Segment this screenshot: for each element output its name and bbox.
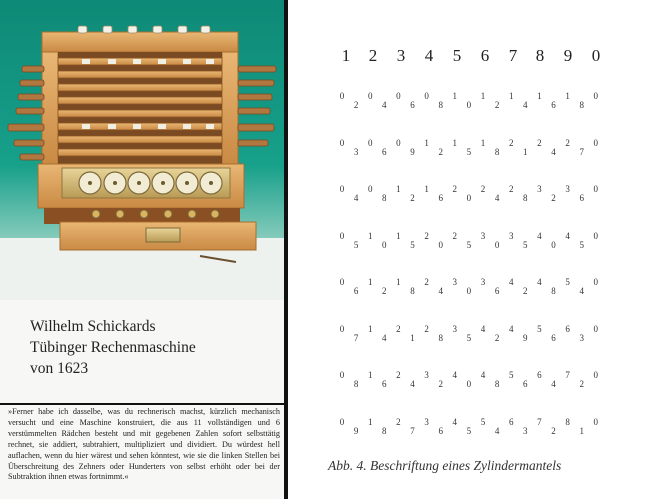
digit-cell: 2	[396, 323, 401, 334]
digit-cell: 0	[339, 370, 345, 380]
digit-cell: 9	[523, 332, 528, 343]
digit-cell: 2	[424, 323, 429, 334]
digit-cell: 0	[424, 91, 429, 101]
left-page	[0, 0, 284, 499]
digit-cell: 4	[508, 277, 514, 287]
digit-cell: 7	[537, 416, 542, 427]
digit-cell: 2	[438, 146, 443, 157]
digit-cell: 0	[593, 370, 599, 380]
digit-cell: 1	[480, 137, 486, 148]
digit-cell: 3	[452, 277, 458, 287]
digit-cell: 2	[452, 184, 458, 194]
digit-cell: 4	[537, 277, 542, 287]
digit-cell: 4	[508, 323, 514, 334]
digit-cell: 5	[537, 323, 542, 334]
digit-cell: 4	[452, 416, 458, 427]
digit-cell: 4	[410, 379, 415, 389]
digit-cell: 3	[537, 184, 542, 194]
digit-cell: 2	[480, 184, 486, 194]
digit-cell: 4	[438, 286, 443, 296]
digit-cell: 0	[396, 91, 401, 101]
digit-cell: 1	[410, 332, 415, 343]
digit-cell: 0	[593, 416, 599, 427]
digit-cell: 0	[551, 239, 556, 250]
divider	[0, 403, 284, 405]
calculating-machine-illustration	[0, 0, 284, 300]
digit-cell: 4	[382, 332, 387, 343]
digit-cell: 0	[339, 184, 345, 194]
digit-cell: 5	[579, 239, 584, 250]
digit-cell: 4	[480, 370, 486, 380]
digit-cell: 4	[494, 193, 500, 203]
digit-cell: 8	[494, 146, 500, 157]
digit-cell: 8	[565, 416, 570, 427]
digit-cell: 0	[438, 239, 443, 250]
digit-cell: 9	[410, 146, 415, 157]
digit-cell: 2	[353, 100, 359, 110]
digit-cell: 0	[466, 286, 472, 296]
digit-cell: 6	[551, 100, 556, 110]
right-page	[288, 0, 650, 499]
digit-cell: 5	[353, 239, 359, 250]
digit-cell: 4	[579, 286, 584, 296]
caption-line: von 1623	[30, 360, 89, 377]
digit-cell: 2	[494, 100, 500, 110]
digit-cell: 4	[494, 425, 500, 436]
digit-cell: 0	[339, 137, 345, 148]
digit-cell: 8	[551, 286, 556, 296]
digit-cell: 2	[579, 379, 584, 389]
digit-cell: 3	[424, 370, 429, 380]
digit-cell: 0	[339, 230, 345, 241]
digit-cell: 3	[480, 230, 486, 241]
digit-cell: 4	[452, 370, 458, 380]
digit-cell: 8	[523, 193, 528, 203]
digit-cell: 3	[508, 230, 514, 241]
digit-cell: 5	[466, 332, 472, 343]
digit-cell: 6	[523, 379, 528, 389]
caption-line: Wilhelm Schickards	[30, 318, 156, 335]
digit-cell: 1	[367, 277, 373, 287]
digit-cell: 1	[367, 416, 373, 427]
digit-cell: 2	[452, 230, 458, 241]
digit-cell: 2	[565, 137, 570, 148]
digit-cell: 6	[382, 146, 387, 157]
digit-cell: 4	[551, 146, 556, 157]
digit-cell: 5	[466, 239, 472, 250]
column-header: 2	[368, 46, 378, 65]
digit-cell: 1	[452, 137, 458, 148]
digit-cell: 6	[494, 286, 500, 296]
digit-cell: 6	[438, 425, 443, 436]
digit-cell: 4	[353, 193, 359, 203]
digit-cell: 6	[410, 100, 415, 110]
digit-cell: 5	[480, 416, 486, 427]
digit-cell: 4	[565, 230, 570, 241]
digit-cell: 1	[367, 230, 373, 241]
digit-cell: 4	[551, 379, 556, 389]
digit-cell: 4	[480, 323, 486, 334]
digit-cell: 0	[382, 239, 387, 250]
digit-cell: 0	[593, 277, 599, 287]
digit-cell: 0	[466, 100, 472, 110]
digit-cell: 1	[480, 91, 486, 101]
digit-cell: 8	[353, 379, 359, 389]
digit-cell: 1	[396, 277, 401, 287]
digit-cell: 1	[537, 91, 542, 101]
digit-cell: 0	[339, 277, 345, 287]
digit-cell: 1	[452, 91, 458, 101]
digit-cell: 5	[508, 370, 514, 380]
digit-cell: 2	[396, 416, 401, 427]
column-header: 9	[563, 46, 573, 65]
digit-cell: 1	[523, 146, 528, 157]
digit-cell: 6	[537, 370, 542, 380]
digit-cell: 1	[396, 230, 401, 241]
digit-cell: 6	[353, 286, 359, 296]
digit-cell: 8	[438, 100, 443, 110]
digit-cell: 5	[466, 146, 472, 157]
digit-cell: 0	[593, 137, 599, 148]
digit-cell: 3	[424, 416, 429, 427]
digit-cell: 0	[466, 379, 472, 389]
photo-caption	[30, 316, 270, 379]
digit-cell: 6	[438, 193, 443, 203]
digit-cell: 2	[508, 184, 514, 194]
digit-cell: 0	[339, 323, 345, 334]
column-header: 7	[508, 46, 518, 65]
digit-cell: 0	[367, 91, 373, 101]
digit-cell: 8	[494, 379, 500, 389]
digit-cell: 0	[466, 193, 472, 203]
digit-cell: 0	[367, 137, 373, 148]
digit-cell: 2	[438, 379, 443, 389]
digit-cell: 4	[382, 100, 387, 110]
digit-cell: 1	[396, 184, 401, 194]
digit-cell: 2	[523, 286, 528, 296]
digit-cell: 6	[579, 193, 584, 203]
digit-cell: 9	[353, 425, 359, 436]
digit-cell: 1	[424, 184, 429, 194]
digit-cell: 3	[353, 146, 359, 157]
column-header: 1	[341, 46, 351, 65]
digit-cell: 2	[424, 230, 429, 241]
digit-cell: 1	[579, 425, 584, 436]
digit-cell: 0	[396, 137, 401, 148]
digit-cell: 3	[452, 323, 458, 334]
digit-cell: 7	[353, 332, 359, 343]
digit-cell: 4	[537, 230, 542, 241]
figure-caption: Abb. 4. Beschriftung eines Zylindermantels	[328, 458, 562, 473]
digit-cell: 8	[382, 425, 387, 436]
digit-cell: 2	[424, 277, 429, 287]
column-header: 8	[535, 46, 545, 65]
digit-cell: 2	[551, 425, 556, 436]
digit-cell: 0	[593, 91, 599, 101]
digit-cell: 4	[523, 100, 528, 110]
digit-cell: 2	[494, 332, 500, 343]
digit-cell: 3	[579, 332, 584, 343]
digit-cell: 2	[551, 193, 556, 203]
digit-cell: 2	[410, 193, 415, 203]
digit-cell: 0	[367, 184, 373, 194]
quote-text: »Ferner habe ich dasselbe, was du rechnerisch machst, kürzlich mechanisch versucht und eine Maschine konstruiert, die aus 11 vollständigen und 6 verstümmelten Rädchen besteht und mit gegebenen Zahlen sofort selbsttätig rechnet, sie addiert, subtrahiert, multipliziert und dividiert. Du würdest hell auflachen, wenn du hier wärest und sehen könntest, wie sie die linken Stellen bei Überschreitung des Zehners oder Hunderters von selbst erhöht oder bei der Subtraktion ihnen etwas fortnimmt.«	[8, 407, 280, 482]
column-header: 4	[424, 46, 434, 65]
digit-cell: 1	[367, 323, 373, 334]
digit-cell: 8	[438, 332, 443, 343]
digit-cell: 2	[382, 286, 387, 296]
digit-cell: 0	[339, 416, 345, 427]
machine-photo	[0, 0, 284, 300]
digit-cell: 0	[593, 230, 599, 241]
column-header: 5	[452, 46, 462, 65]
digit-cell: 5	[565, 277, 570, 287]
digit-cell: 7	[410, 425, 415, 436]
digit-cell: 2	[537, 137, 542, 148]
caption-line: Tübinger Rechenmaschine	[30, 339, 196, 356]
digit-cell: 5	[410, 239, 415, 250]
digit-cell: 5	[466, 425, 472, 436]
digit-cell: 0	[339, 91, 345, 101]
digit-cell: 2	[396, 370, 401, 380]
digit-cell: 3	[565, 184, 570, 194]
digit-cell: 6	[382, 379, 387, 389]
column-header: 6	[480, 46, 490, 65]
digit-cell: 7	[579, 146, 584, 157]
digit-cell: 7	[565, 370, 570, 380]
digit-cell: 0	[593, 184, 599, 194]
column-header: 0	[591, 46, 601, 65]
digit-cell: 6	[551, 332, 556, 343]
digit-cell: 5	[523, 239, 528, 250]
digit-cell: 1	[367, 370, 373, 380]
digit-cell: 1	[565, 91, 570, 101]
digit-cell: 1	[508, 91, 514, 101]
digit-cell: 8	[410, 286, 415, 296]
digit-cell: 3	[480, 277, 486, 287]
digit-cell: 1	[424, 137, 429, 148]
digit-cell: 3	[523, 425, 528, 436]
digit-cell: 8	[579, 100, 584, 110]
digit-cell: 0	[494, 239, 500, 250]
digit-cell: 2	[508, 137, 514, 148]
digit-cell: 6	[508, 416, 514, 427]
digit-cell: 8	[382, 193, 387, 203]
digit-cell: 6	[565, 323, 570, 334]
column-header: 3	[396, 46, 406, 65]
digit-cell: 0	[593, 323, 599, 334]
